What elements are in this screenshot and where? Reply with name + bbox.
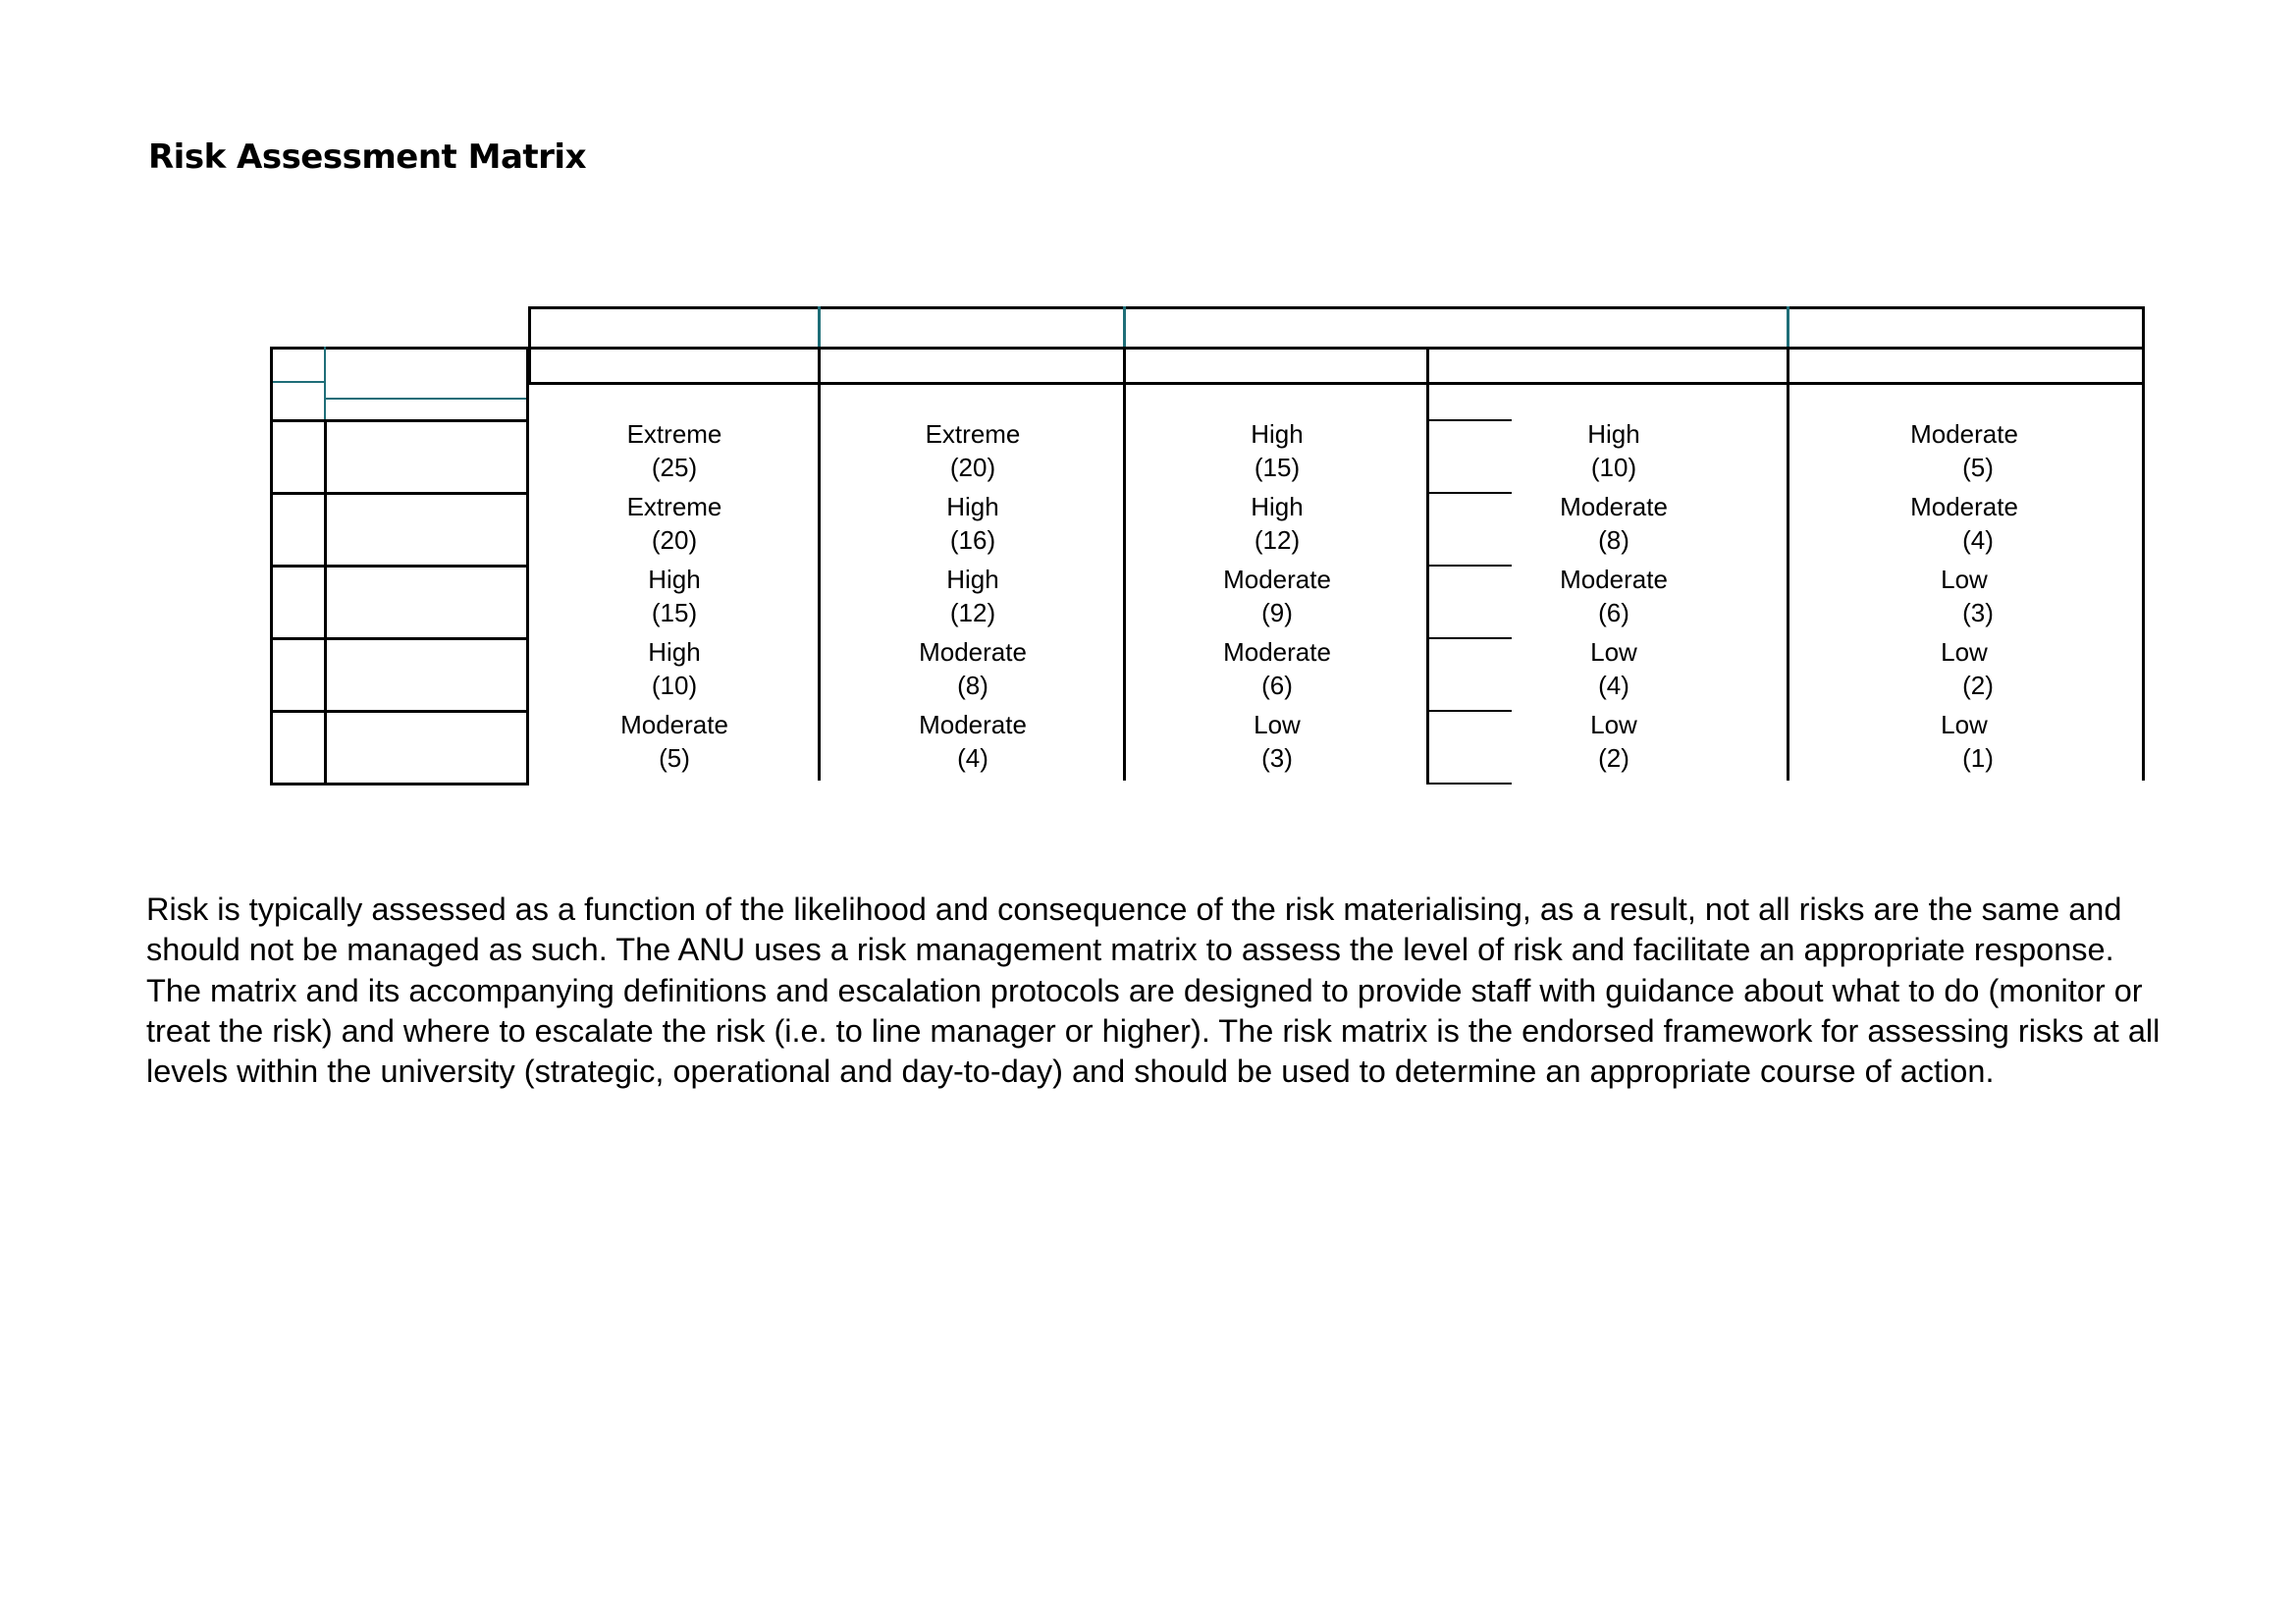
matrix-cell bbox=[1179, 708, 1375, 775]
grid-line bbox=[270, 347, 273, 785]
risk-level: Low bbox=[1941, 637, 1988, 667]
risk-matrix bbox=[0, 0, 2296, 805]
risk-level: High bbox=[1251, 419, 1304, 449]
grid-line bbox=[325, 398, 528, 400]
risk-level: High bbox=[648, 637, 701, 667]
risk-score: (3) bbox=[1962, 598, 1994, 627]
grid-line bbox=[270, 783, 528, 785]
grid-line bbox=[528, 382, 2145, 385]
risk-score: (9) bbox=[1261, 598, 1293, 627]
risk-level: Extreme bbox=[626, 492, 722, 521]
grid-line bbox=[1787, 347, 1789, 781]
matrix-cell bbox=[1516, 708, 1712, 775]
risk-level: Moderate bbox=[1560, 492, 1668, 521]
matrix-cell bbox=[1179, 563, 1375, 629]
grid-line bbox=[270, 419, 528, 422]
grid-line bbox=[1123, 347, 1126, 781]
grid-line bbox=[528, 347, 2145, 350]
description-paragraph: Risk is typically assessed as a function of the likelihood and consequence of the risk materialising, as a result, not all risks are the same and should not be managed as such. The ANU uses a risk management matrix to assess the level of risk and facilitate an appropriate response. The matrix and its accompanying definitions and escalation protocols are designed to provide staff with guidance about what to do (monitor or treat the risk) and where to escalate the risk (i.e. to line manager or higher). The risk matrix is the endorsed framework for assessing risks at all levels within the university (strategic, operational and day-to-day) and should be used to determine an appropriate course of action. bbox=[146, 892, 2161, 1090]
grid-line bbox=[818, 306, 821, 347]
risk-level: Low bbox=[1941, 710, 1988, 739]
risk-score: (12) bbox=[1254, 525, 1301, 555]
matrix-cell bbox=[1516, 563, 1712, 629]
risk-level: Moderate bbox=[919, 637, 1027, 667]
risk-level: Moderate bbox=[1223, 637, 1331, 667]
grid-line bbox=[528, 306, 2145, 309]
grid-line bbox=[1426, 783, 1512, 785]
risk-level: Moderate bbox=[919, 710, 1027, 739]
matrix-cell bbox=[576, 417, 773, 484]
risk-score: (1) bbox=[1962, 743, 1994, 773]
risk-score: (15) bbox=[1254, 453, 1301, 482]
risk-score: (15) bbox=[651, 598, 698, 627]
risk-level: Extreme bbox=[626, 419, 722, 449]
risk-score: (5) bbox=[1962, 453, 1994, 482]
risk-level: Moderate bbox=[620, 710, 728, 739]
grid-line bbox=[1426, 710, 1512, 712]
risk-score: (20) bbox=[651, 525, 698, 555]
risk-score: (12) bbox=[949, 598, 996, 627]
risk-level: Low bbox=[1590, 637, 1637, 667]
risk-score: (3) bbox=[1261, 743, 1293, 773]
grid-line bbox=[526, 347, 529, 785]
grid-line bbox=[818, 347, 821, 781]
risk-score: (5) bbox=[659, 743, 690, 773]
risk-score: (8) bbox=[1598, 525, 1629, 555]
matrix-cell bbox=[875, 563, 1071, 629]
risk-level: Low bbox=[1590, 710, 1637, 739]
grid-line bbox=[1426, 492, 1512, 494]
matrix-cell bbox=[875, 490, 1071, 557]
page-title: Risk Assessment Matrix bbox=[148, 137, 587, 177]
risk-level: High bbox=[1251, 492, 1304, 521]
matrix-cell bbox=[1179, 490, 1375, 557]
risk-level: Moderate bbox=[1910, 419, 2018, 449]
grid-line bbox=[270, 637, 528, 640]
grid-line bbox=[270, 492, 528, 495]
grid-line bbox=[1123, 306, 1126, 347]
grid-line bbox=[2142, 306, 2145, 781]
matrix-cell bbox=[1866, 635, 2062, 702]
risk-level: High bbox=[648, 565, 701, 594]
matrix-cell bbox=[875, 708, 1071, 775]
matrix-cell bbox=[576, 490, 773, 557]
matrix-cell bbox=[1866, 490, 2062, 557]
matrix-cell bbox=[1516, 490, 1712, 557]
risk-level: Moderate bbox=[1560, 565, 1668, 594]
matrix-cell bbox=[1866, 708, 2062, 775]
matrix-cell bbox=[576, 563, 773, 629]
grid-line bbox=[1426, 637, 1512, 639]
risk-level: Low bbox=[1941, 565, 1988, 594]
matrix-cell bbox=[1179, 417, 1375, 484]
matrix-cell bbox=[1516, 635, 1712, 702]
grid-line bbox=[270, 565, 528, 568]
matrix-cell bbox=[875, 635, 1071, 702]
risk-score: (4) bbox=[1598, 671, 1629, 700]
risk-score: (25) bbox=[651, 453, 698, 482]
grid-line bbox=[1426, 419, 1512, 421]
risk-level: Low bbox=[1254, 710, 1301, 739]
risk-score: (4) bbox=[957, 743, 988, 773]
risk-level: Moderate bbox=[1223, 565, 1331, 594]
matrix-cell bbox=[1866, 563, 2062, 629]
matrix-cell bbox=[1516, 417, 1712, 484]
matrix-cell bbox=[875, 417, 1071, 484]
risk-score: (6) bbox=[1261, 671, 1293, 700]
matrix-cell bbox=[1866, 417, 2062, 484]
grid-line bbox=[1787, 306, 1789, 347]
risk-level: High bbox=[1587, 419, 1640, 449]
risk-level: High bbox=[946, 492, 999, 521]
risk-score: (2) bbox=[1962, 671, 1994, 700]
risk-score: (2) bbox=[1598, 743, 1629, 773]
risk-score: (10) bbox=[651, 671, 698, 700]
risk-level: Extreme bbox=[925, 419, 1021, 449]
grid-line bbox=[270, 347, 528, 350]
risk-score: (10) bbox=[1590, 453, 1637, 482]
matrix-cell bbox=[576, 708, 773, 775]
grid-line bbox=[324, 347, 326, 419]
grid-line bbox=[270, 381, 326, 383]
risk-score: (4) bbox=[1962, 525, 1994, 555]
matrix-cell bbox=[576, 635, 773, 702]
grid-line bbox=[1426, 565, 1512, 567]
grid-line bbox=[270, 710, 528, 713]
matrix-cell bbox=[1179, 635, 1375, 702]
risk-level: Moderate bbox=[1910, 492, 2018, 521]
risk-level: High bbox=[946, 565, 999, 594]
risk-score: (6) bbox=[1598, 598, 1629, 627]
risk-score: (20) bbox=[949, 453, 996, 482]
grid-line bbox=[324, 419, 327, 785]
risk-score: (8) bbox=[957, 671, 988, 700]
risk-score: (16) bbox=[949, 525, 996, 555]
